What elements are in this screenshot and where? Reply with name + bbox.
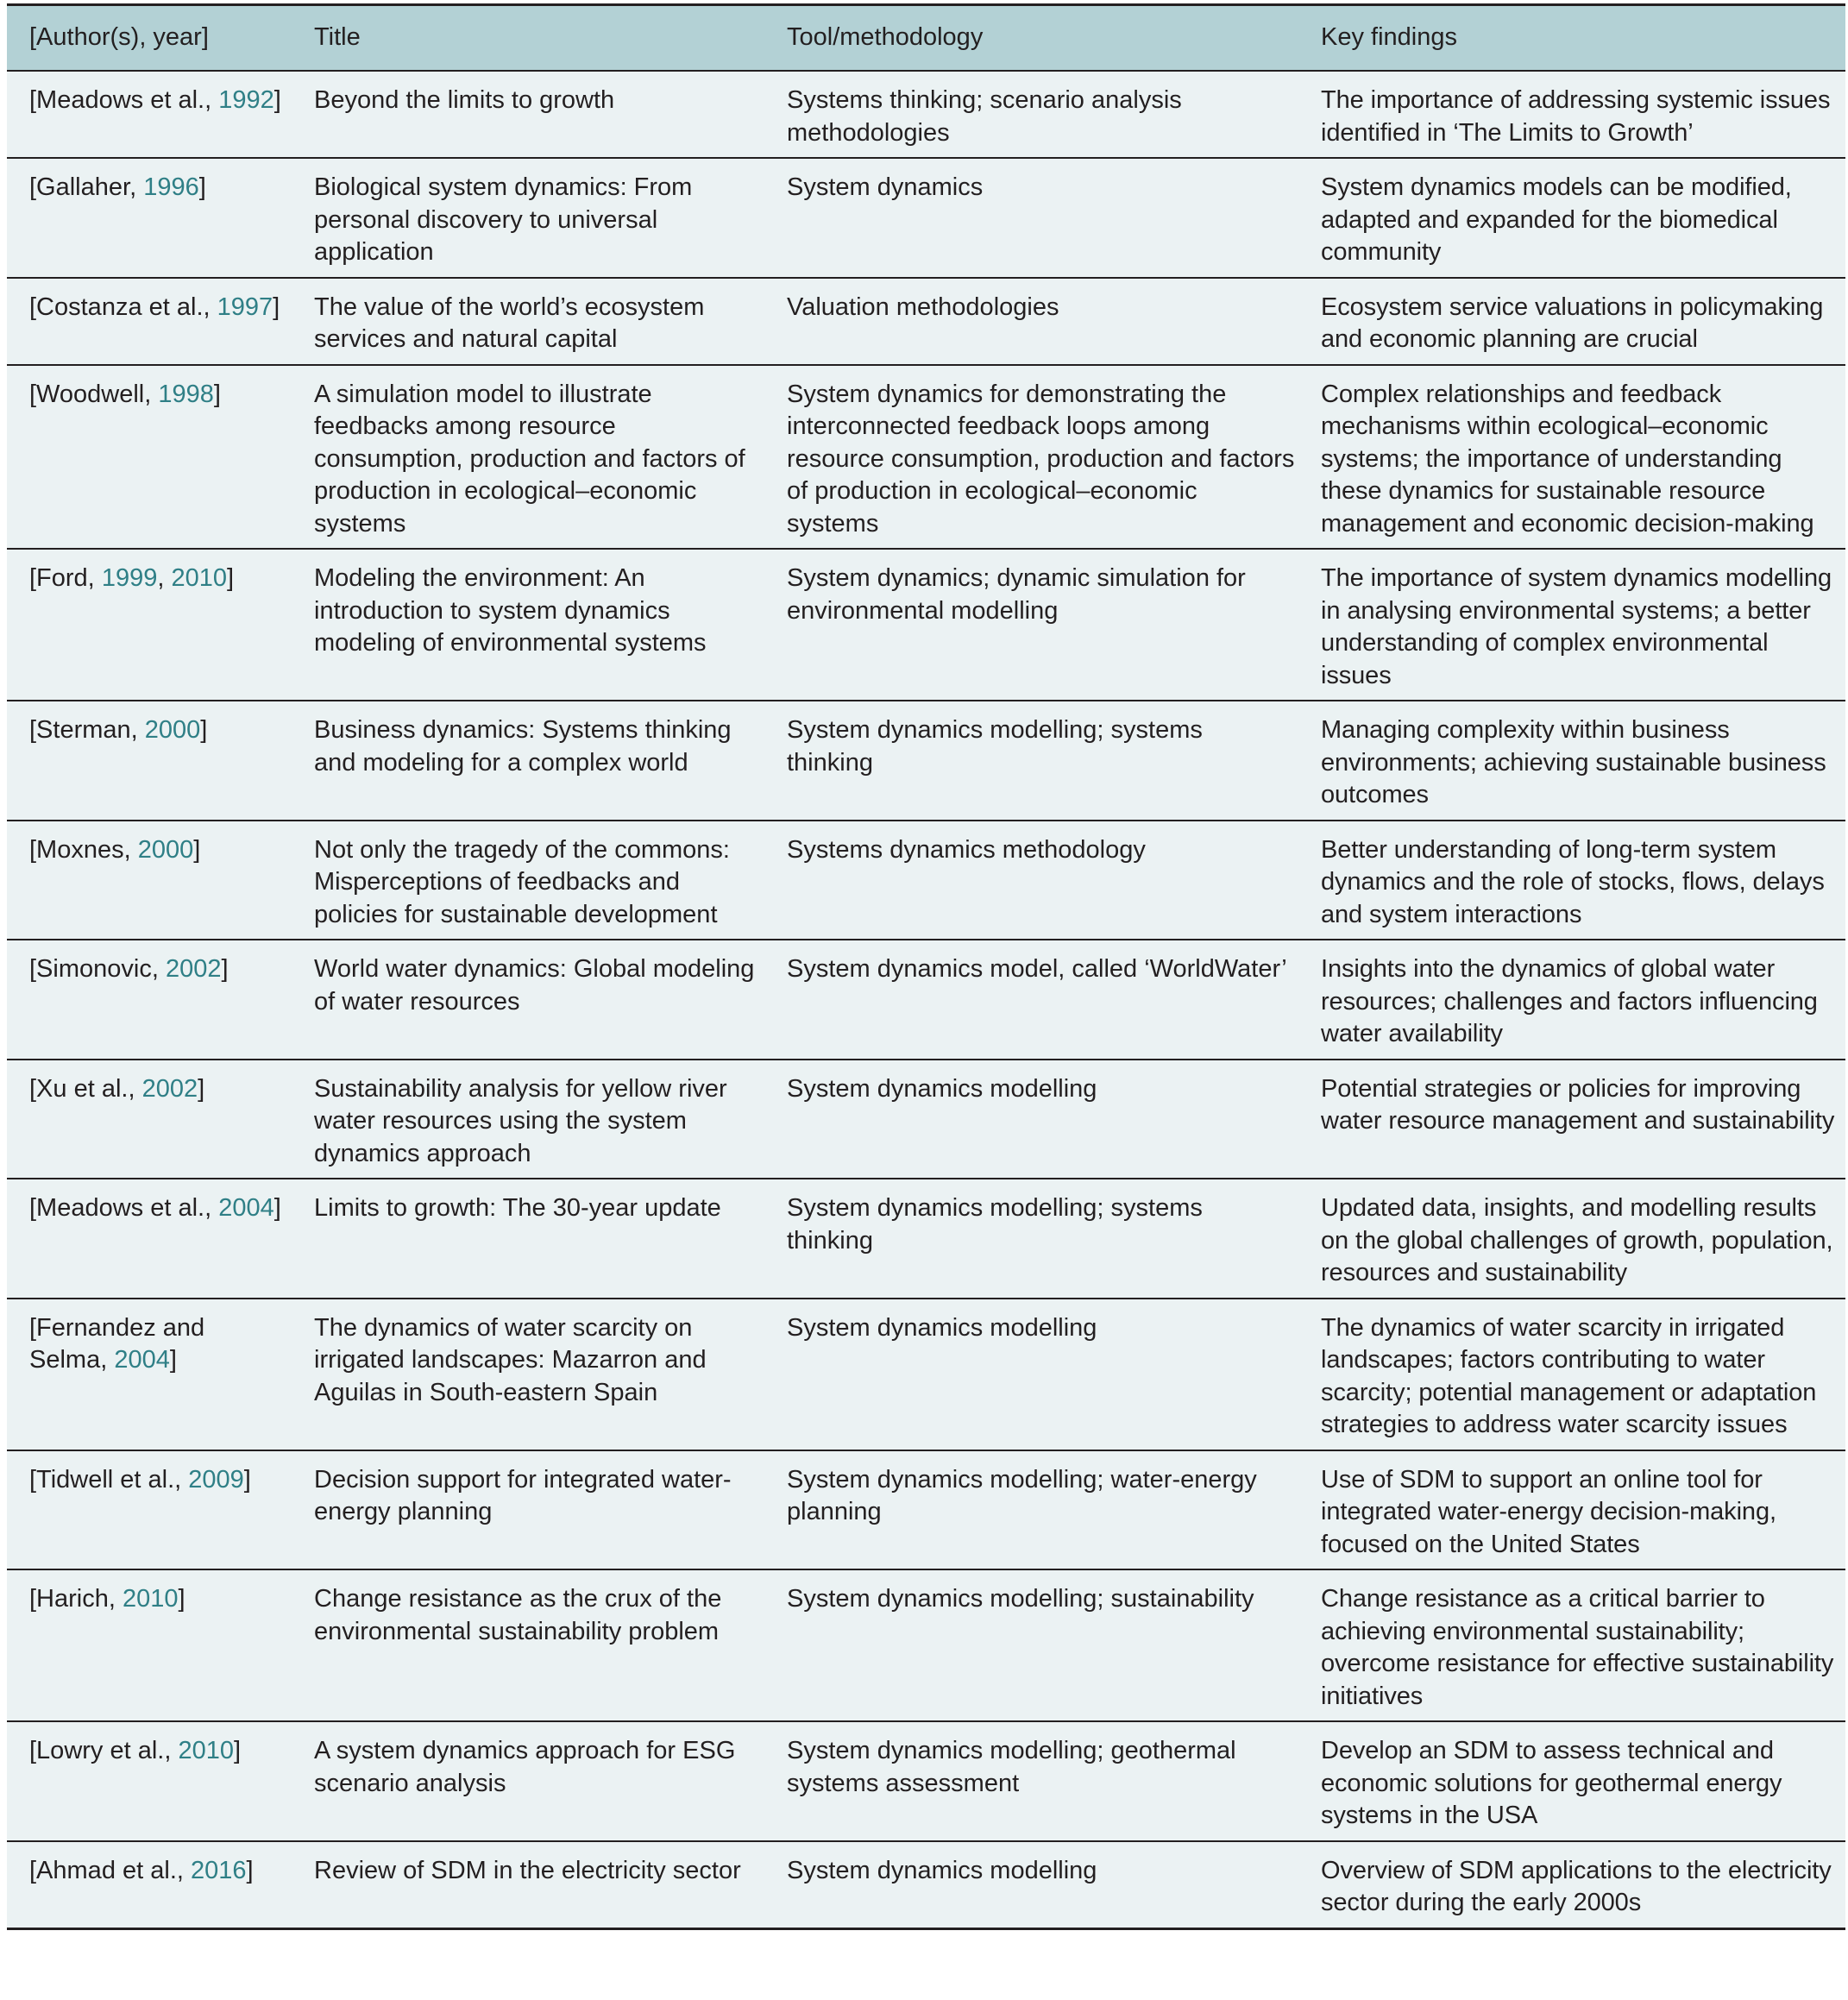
cell-title: The dynamics of water scarcity on irrigated landscapes: Mazarron and Aguilas in South-eastern Spain <box>299 1299 771 1450</box>
author-name: [Sterman, <box>29 716 145 744</box>
cell-tool-methodology: System dynamics for demonstrating the interconnected feedback loops among resource consumption, production and factors of production in ecological–economic systems <box>771 365 1305 550</box>
cell-title: Not only the tragedy of the commons: Misperceptions of feedbacks and policies for sustainable development <box>299 821 771 940</box>
author-bracket-close: ] <box>213 380 221 408</box>
cell-key-findings: Develop an SDM to assess technical and economic solutions for geothermal energy systems in the USA <box>1305 1721 1845 1841</box>
cell-title: The value of the world’s ecosystem services and natural capital <box>299 278 771 365</box>
table-row <box>7 1721 1845 1841</box>
citation-year-link[interactable]: 2016 <box>191 1856 247 1884</box>
cell-author-year <box>7 940 299 1060</box>
author-name: [Meadows et al., <box>29 86 219 114</box>
author-bracket-close: ] <box>200 716 208 744</box>
cell-key-findings: The importance of addressing systemic issues identified in ‘The Limits to Growth’ <box>1305 71 1845 158</box>
cell-key-findings: Managing complexity within business environments; achieving sustainable business outcomes <box>1305 701 1845 821</box>
cell-tool-methodology: System dynamics modelling; geothermal systems assessment <box>771 1721 1305 1841</box>
cell-title: Review of SDM in the electricity sector <box>299 1841 771 1929</box>
table-row <box>7 821 1845 940</box>
table-body <box>7 71 1845 1928</box>
citation-year-link[interactable]: 1999 <box>101 564 158 592</box>
citation-year-link[interactable]: 1998 <box>158 380 214 408</box>
cell-key-findings: Change resistance as a critical barrier to achieving environmental sustainability; overcome resistance for effective sustainability initiatives <box>1305 1569 1845 1721</box>
author-name: [Moxnes, <box>29 835 138 864</box>
author-name: [Meadows et al., <box>29 1194 219 1222</box>
cell-author-year <box>7 1450 299 1570</box>
author-bracket-close: ] <box>226 564 235 592</box>
author-bracket-close: ] <box>198 173 206 201</box>
cell-author-year <box>7 365 299 550</box>
header-tool-methodology: Tool/methodology <box>771 5 1305 72</box>
cell-key-findings: Potential strategies or policies for improving water resource management and sustainability <box>1305 1060 1845 1179</box>
cell-key-findings: Overview of SDM applications to the electricity sector during the early 2000s <box>1305 1841 1845 1929</box>
table-row <box>7 701 1845 821</box>
cell-title: Business dynamics: Systems thinking and modeling for a complex world <box>299 701 771 821</box>
table-row <box>7 1299 1845 1450</box>
cell-tool-methodology: System dynamics <box>771 158 1305 278</box>
literature-table-container <box>7 3 1845 1930</box>
cell-author-year <box>7 71 299 158</box>
cell-tool-methodology: System dynamics; dynamic simulation for environmental modelling <box>771 549 1305 701</box>
header-row <box>7 5 1845 72</box>
citation-year-link[interactable]: 2009 <box>188 1465 244 1494</box>
cell-key-findings: The importance of system dynamics modelling in analysing environmental systems; a better understanding of complex environmental issues <box>1305 549 1845 701</box>
cell-tool-methodology: System dynamics modelling <box>771 1841 1305 1929</box>
cell-key-findings: Use of SDM to support an online tool for integrated water-energy decision-making, focused on the United States <box>1305 1450 1845 1570</box>
table-row <box>7 1179 1845 1299</box>
author-name: [Ford, <box>29 564 102 592</box>
author-name: [Lowry et al., <box>29 1737 179 1764</box>
table-row <box>7 71 1845 158</box>
citation-year-link[interactable]: 2004 <box>218 1194 274 1222</box>
citation-year-link[interactable]: 2000 <box>137 835 194 864</box>
cell-key-findings: System dynamics models can be modified, adapted and expanded for the biomedical community <box>1305 158 1845 278</box>
table-row <box>7 278 1845 365</box>
cell-author-year <box>7 1299 299 1450</box>
citation-year-link[interactable]: 2002 <box>165 955 222 983</box>
cell-author-year <box>7 1569 299 1721</box>
cell-tool-methodology: System dynamics modelling; water-energy planning <box>771 1450 1305 1570</box>
literature-table <box>7 3 1845 1930</box>
cell-tool-methodology: System dynamics modelling <box>771 1299 1305 1450</box>
author-bracket-close: ] <box>193 835 201 864</box>
author-bracket-close: ] <box>233 1737 242 1764</box>
citation-year-link[interactable]: 1992 <box>218 86 274 114</box>
cell-title: A simulation model to illustrate feedbacks among resource consumption, production and factors of production in ecological–economic systems <box>299 365 771 550</box>
cell-title: Change resistance as the crux of the environmental sustainability problem <box>299 1569 771 1721</box>
citation-year-link[interactable]: 2010 <box>178 1737 234 1764</box>
author-name: [Ahmad et al., <box>29 1856 191 1884</box>
cell-title: A system dynamics approach for ESG scenario analysis <box>299 1721 771 1841</box>
cell-tool-methodology: Systems dynamics methodology <box>771 821 1305 940</box>
cell-title: Beyond the limits to growth <box>299 71 771 158</box>
author-bracket-close: ] <box>273 292 280 321</box>
cell-author-year <box>7 1721 299 1841</box>
cell-title: Sustainability analysis for yellow river water resources using the system dynamics approach <box>299 1060 771 1179</box>
cell-key-findings: Complex relationships and feedback mechanisms within ecological–economic systems; the importance of understanding these dynamics for sustainable resource management and economic decision-making <box>1305 365 1845 550</box>
cell-key-findings: Ecosystem service valuations in policymaking and economic planning are crucial <box>1305 278 1845 365</box>
cell-title: World water dynamics: Global modeling of water resources <box>299 940 771 1060</box>
table-row <box>7 549 1845 701</box>
cell-author-year <box>7 701 299 821</box>
cell-tool-methodology: System dynamics modelling; sustainability <box>771 1569 1305 1721</box>
citation-year-link[interactable]: 1997 <box>217 292 273 321</box>
author-bracket-close: ] <box>243 1465 251 1494</box>
cell-title: Biological system dynamics: From personal discovery to universal application <box>299 158 771 278</box>
author-bracket-close: ] <box>169 1346 177 1374</box>
author-name: [Tidwell et al., <box>29 1465 189 1494</box>
citation-year-link[interactable]: 1996 <box>143 173 199 201</box>
cell-tool-methodology: System dynamics modelling <box>771 1060 1305 1179</box>
author-name: [Simonovic, <box>29 955 166 983</box>
author-name: [Fernandez and Selma, <box>29 1313 205 1374</box>
cell-author-year <box>7 278 299 365</box>
author-name: [Woodwell, <box>29 380 159 408</box>
table-row <box>7 1569 1845 1721</box>
cell-author-year: [Ford, 1999, 2010] <box>7 549 299 701</box>
cell-tool-methodology: System dynamics model, called ‘WorldWater’ <box>771 940 1305 1060</box>
cell-key-findings: The dynamics of water scarcity in irrigated landscapes; factors contributing to water scarcity; potential management or adaptation strategies to address water scarcity issues <box>1305 1299 1845 1450</box>
header-title: Title <box>299 5 771 72</box>
citation-year-link[interactable]: 2000 <box>144 716 201 744</box>
cell-key-findings: Updated data, insights, and modelling results on the global challenges of growth, population, resources and sustainability <box>1305 1179 1845 1299</box>
cell-tool-methodology: System dynamics modelling; systems thinking <box>771 701 1305 821</box>
cell-author-year <box>7 1841 299 1929</box>
author-bracket-close: ] <box>178 1585 185 1613</box>
table-row <box>7 158 1845 278</box>
author-bracket-close: ] <box>273 1194 281 1222</box>
table-row <box>7 365 1845 550</box>
cell-title: Decision support for integrated water-energy planning <box>299 1450 771 1570</box>
cell-key-findings: Better understanding of long-term system dynamics and the role of stocks, flows, delays and system interactions <box>1305 821 1845 940</box>
citation-year-link[interactable]: 2004 <box>114 1346 170 1374</box>
cell-author-year <box>7 821 299 940</box>
author-name: [Costanza et al., <box>29 292 217 321</box>
cell-author-year <box>7 1179 299 1299</box>
cell-tool-methodology: Valuation methodologies <box>771 278 1305 365</box>
header-key-findings: Key findings <box>1305 5 1845 72</box>
cell-title: Limits to growth: The 30-year update <box>299 1179 771 1299</box>
table-row <box>7 1060 1845 1179</box>
header-author-year: [Author(s), year] <box>7 5 299 72</box>
table-row <box>7 1841 1845 1929</box>
table-row <box>7 940 1845 1060</box>
citation-year-link[interactable]: 2010 <box>122 1585 179 1613</box>
cell-author-year <box>7 1060 299 1179</box>
author-name: [Harich, <box>29 1585 123 1613</box>
citation-year-link[interactable]: 2010 <box>171 564 227 592</box>
cell-author-year <box>7 158 299 278</box>
author-bracket-close: ] <box>273 86 281 114</box>
author-bracket-close: ] <box>246 1856 254 1884</box>
cell-title: Modeling the environment: An introduction to system dynamics modeling of environmental systems <box>299 549 771 701</box>
citation-year-link[interactable]: 2002 <box>141 1074 198 1103</box>
table-header <box>7 5 1845 72</box>
author-name: [Gallaher, <box>29 173 144 201</box>
author-bracket-close: ] <box>198 1074 205 1103</box>
cell-key-findings: Insights into the dynamics of global water resources; challenges and factors influencing water availability <box>1305 940 1845 1060</box>
author-bracket-close: ] <box>221 955 229 983</box>
cell-tool-methodology: System dynamics modelling; systems thinking <box>771 1179 1305 1299</box>
table-row <box>7 1450 1845 1570</box>
author-name: [Xu et al., <box>29 1074 142 1103</box>
cell-tool-methodology: Systems thinking; scenario analysis methodologies <box>771 71 1305 158</box>
